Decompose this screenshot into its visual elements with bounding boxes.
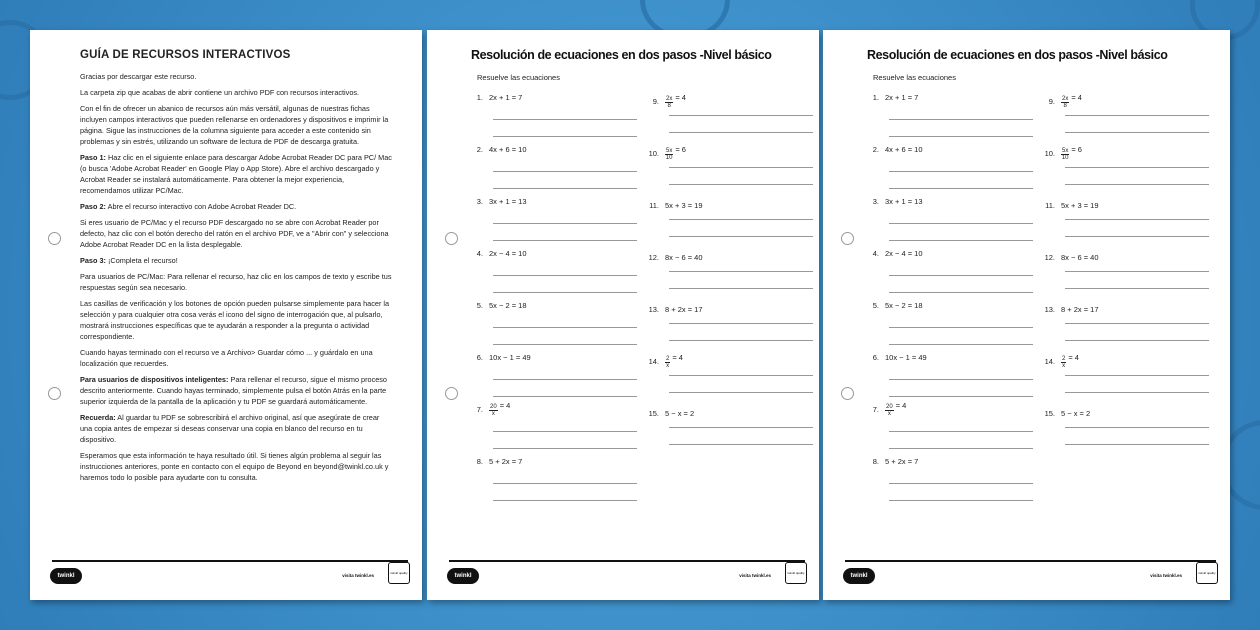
equation-text: = 4 xyxy=(1071,93,1082,102)
equation-text: 5 − x = 2 xyxy=(1061,408,1091,418)
equation-text: = 6 xyxy=(1071,145,1082,154)
guide-paragraph-text: Cuando hayas terminado con el recurso ve a Archivo> Guardar cómo ... y guárdalo en una localización que recuerdes. xyxy=(80,348,373,368)
guide-paragraph-text: Gracias por descargar este recurso. xyxy=(80,72,197,81)
fraction xyxy=(1061,356,1066,369)
answer-line[interactable] xyxy=(669,340,813,341)
answer-line[interactable] xyxy=(1065,340,1209,341)
equation xyxy=(489,401,510,417)
answer-line[interactable] xyxy=(493,396,637,397)
guide-paragraph-text: Esperamos que esta información te haya resultado útil. Si tienes algún problema al seguir las instrucciones anteriores, ponte en contacto con el equipo de Beyond en beyond@twinkl.co.uk y haremos todo lo posible para ayudarte con tu consulta. xyxy=(80,451,389,482)
equation xyxy=(1061,145,1082,161)
answer-line[interactable] xyxy=(1065,392,1209,393)
equation xyxy=(1061,201,1099,210)
answer-line[interactable] xyxy=(493,327,637,328)
question-number: 14. xyxy=(648,356,659,366)
answer-line[interactable] xyxy=(1065,184,1209,185)
worksheet-page xyxy=(427,30,819,600)
equation xyxy=(489,249,527,258)
answer-line[interactable] xyxy=(669,132,813,133)
question-number: 2. xyxy=(476,144,483,154)
guide-paragraph-text: Para rellenar el recurso, sigue el mismo proceso descrito anteriormente. Cuando hayas terminado, simplemente pulsa el botón Atrás en la parte superior izquierda de la pantalla de la aplicación y tu PDF se guardará automáticamente. xyxy=(80,375,387,406)
answer-line[interactable] xyxy=(1065,375,1209,376)
equation-text: = 4 xyxy=(895,401,907,410)
answer-line[interactable] xyxy=(669,392,813,393)
guide-paragraph xyxy=(80,217,392,250)
answer-line[interactable] xyxy=(493,171,637,172)
denominator: x xyxy=(491,411,495,417)
question xyxy=(863,194,923,208)
fraction xyxy=(885,404,894,417)
guide-paragraph xyxy=(80,298,392,342)
numerator: 20 xyxy=(490,404,497,410)
guide-paragraph-text: Con el fin de ofrecer un abanico de recursos aún más versátil, algunas de nuestras fichas incluyen campos interactivos que pueden rellenarse en ordenadores y dispositivos e imprimir la página. Sigue las instrucciones de la columna siguiente para acceder a este contenido sin problemas y sin estrés, utilizando un software de lectura de PDF de descarga gratuita. xyxy=(80,104,389,146)
question-number: 15. xyxy=(1044,408,1055,418)
question-number: 15. xyxy=(648,408,659,418)
equation-text: = 4 xyxy=(1068,353,1079,362)
equation xyxy=(1061,305,1099,314)
answer-line[interactable] xyxy=(889,379,1033,380)
equation-text: 8 + 2x = 17 xyxy=(665,304,703,314)
worksheet-title: Resolución de ecuaciones en dos pasos -Nivel básico xyxy=(867,48,1168,62)
guide-paragraph-text: Haz clic en el siguiente enlace para descargar Adobe Acrobat Reader DC para PC/ Mac (o busca 'Adobe Acrobat Reader' en Google Play o App Store). Abre el archivo descargado y Acrobat Reader se instalará automáticamente. Para obtener la mejor experiencia, recomendamos utilizar PC/Mac. xyxy=(80,153,392,195)
answer-line[interactable] xyxy=(1065,444,1209,445)
equation xyxy=(489,93,522,102)
answer-line[interactable] xyxy=(1065,427,1209,428)
equation-text: 5x − 2 = 18 xyxy=(489,300,527,310)
question xyxy=(1039,146,1082,160)
answer-line[interactable] xyxy=(889,448,1033,449)
answer-line[interactable] xyxy=(889,275,1033,276)
fraction xyxy=(665,356,670,369)
answer-line[interactable] xyxy=(669,219,813,220)
equation-text: 4x + 6 = 10 xyxy=(885,144,923,154)
guide-paragraph-label: Recuerda: xyxy=(80,413,116,422)
question xyxy=(863,142,923,156)
worksheet-instructions: Resuelve las ecuaciones xyxy=(477,73,560,82)
equation xyxy=(665,93,686,109)
equation xyxy=(489,301,527,310)
answer-line[interactable] xyxy=(669,375,813,376)
equation xyxy=(665,409,694,418)
question xyxy=(643,406,694,420)
answer-line[interactable] xyxy=(493,500,637,501)
denominator: x xyxy=(1062,363,1066,369)
guide-paragraph xyxy=(80,103,392,147)
equation-text: = 6 xyxy=(675,145,686,154)
answer-line[interactable] xyxy=(889,240,1033,241)
equation xyxy=(885,301,923,310)
question-number: 10. xyxy=(1044,148,1055,158)
guide-content xyxy=(30,30,422,483)
question xyxy=(467,90,522,104)
guide-paragraph xyxy=(80,412,392,445)
answer-line[interactable] xyxy=(669,115,813,116)
footer-site-link[interactable]: visita twinkl.es xyxy=(1150,573,1182,578)
guide-paragraph xyxy=(80,450,392,483)
question xyxy=(1039,302,1099,316)
guide-title: GUÍA DE RECURSOS INTERACTIVOS xyxy=(80,49,291,61)
answer-line[interactable] xyxy=(493,483,637,484)
question-number: 4. xyxy=(476,248,483,258)
question xyxy=(863,298,923,312)
question-number: 8. xyxy=(476,456,483,466)
answer-line[interactable] xyxy=(669,427,813,428)
answer-line[interactable] xyxy=(493,292,637,293)
equation xyxy=(1061,253,1099,262)
answer-line[interactable] xyxy=(1065,271,1209,272)
equation xyxy=(665,201,703,210)
question xyxy=(863,90,918,104)
quality-badge-icon: twinkl quality xyxy=(388,562,410,584)
numerator: 20 xyxy=(886,404,893,410)
guide-paragraph xyxy=(80,71,392,82)
question-number: 6. xyxy=(872,352,879,362)
numerator: 2x xyxy=(666,96,673,102)
equation xyxy=(489,197,527,206)
guide-paragraph-text: Las casillas de verificación y los botones de opción pueden pulsarse simplemente para hacer la selección y para cualquier otra cosa verás el icono del signo de interrogación que, al pulsarlo, mostrará instrucciones específicas que te ayudarán a responder a la pregunta o actividad correspondiente. xyxy=(80,299,390,341)
answer-line[interactable] xyxy=(889,344,1033,345)
equation xyxy=(665,145,686,161)
equation-text: 3x + 1 = 13 xyxy=(489,196,527,206)
answer-line[interactable] xyxy=(669,288,813,289)
denominator: x xyxy=(666,363,670,369)
answer-line[interactable] xyxy=(1065,236,1209,237)
question xyxy=(467,454,522,468)
equation-text: 3x + 1 = 13 xyxy=(885,196,923,206)
twinkl-logo: twinkl xyxy=(50,568,82,584)
equation-text: 5 + 2x = 7 xyxy=(885,456,919,466)
question-number: 8. xyxy=(872,456,879,466)
answer-line[interactable] xyxy=(493,188,637,189)
worksheet-page xyxy=(823,30,1230,600)
footer-site-link[interactable]: visita twinkl.es xyxy=(342,573,374,578)
question xyxy=(643,354,683,368)
twinkl-logo: twinkl xyxy=(447,568,479,584)
answer-line[interactable] xyxy=(1065,167,1209,168)
equation xyxy=(1061,93,1082,109)
equation xyxy=(885,353,927,362)
answer-line[interactable] xyxy=(493,119,637,120)
question-number: 13. xyxy=(1044,304,1055,314)
question xyxy=(1039,94,1082,108)
footer-divider xyxy=(449,560,805,562)
equation xyxy=(489,145,527,154)
punch-hole xyxy=(48,232,61,245)
equation xyxy=(1061,409,1090,418)
quality-badge-icon: twinkl quality xyxy=(1196,562,1218,584)
fraction xyxy=(1061,148,1069,161)
question xyxy=(1039,250,1099,264)
question-number: 12. xyxy=(648,252,659,262)
fraction xyxy=(489,404,498,417)
equation-text: 2x − 4 = 10 xyxy=(885,248,923,258)
equation-text: = 4 xyxy=(675,93,686,102)
guide-paragraph xyxy=(80,347,392,369)
fraction xyxy=(1061,96,1069,109)
equation-text: 10x − 1 = 49 xyxy=(885,352,927,362)
fraction xyxy=(665,148,673,161)
answer-line[interactable] xyxy=(1065,323,1209,324)
equation xyxy=(885,249,923,258)
question xyxy=(643,198,703,212)
worksheet-instructions: Resuelve las ecuaciones xyxy=(873,73,956,82)
question xyxy=(467,350,531,364)
equation-text: 5x + 3 = 19 xyxy=(1061,200,1099,210)
denominator: 8 xyxy=(667,103,671,109)
guide-paragraph-label: Paso 2: xyxy=(80,202,106,211)
equation xyxy=(665,253,703,262)
equation xyxy=(885,145,923,154)
question xyxy=(467,194,527,208)
question xyxy=(863,454,918,468)
question-number: 5. xyxy=(872,300,879,310)
question-number: 9. xyxy=(1048,96,1055,106)
answer-line[interactable] xyxy=(669,444,813,445)
answer-line[interactable] xyxy=(493,344,637,345)
equation xyxy=(665,353,683,369)
guide-paragraph-text: La carpeta zip que acabas de abrir contiene un archivo PDF con recursos interactivos. xyxy=(80,88,360,97)
numerator: 5x xyxy=(666,148,673,154)
question xyxy=(1039,198,1099,212)
equation xyxy=(885,197,923,206)
punch-hole xyxy=(841,232,854,245)
denominator: x xyxy=(887,411,891,417)
answer-line[interactable] xyxy=(1065,132,1209,133)
question xyxy=(643,302,703,316)
question xyxy=(1039,354,1079,368)
guide-paragraph xyxy=(80,152,392,196)
question-number: 14. xyxy=(1044,356,1055,366)
equation-text: 4x + 6 = 10 xyxy=(489,144,527,154)
answer-line[interactable] xyxy=(493,379,637,380)
answer-line[interactable] xyxy=(493,448,637,449)
guide-paragraph-label: Paso 1: xyxy=(80,153,106,162)
equation xyxy=(885,401,906,417)
guide-paragraph-text: Abre el recurso interactivo con Adobe Acrobat Reader DC. xyxy=(105,202,297,211)
numerator: 5x xyxy=(1062,148,1069,154)
quality-badge-icon: twinkl quality xyxy=(785,562,807,584)
answer-line[interactable] xyxy=(889,500,1033,501)
question xyxy=(467,298,527,312)
equation-text: = 4 xyxy=(672,353,683,362)
answer-line[interactable] xyxy=(493,136,637,137)
equation xyxy=(885,457,918,466)
guide-paragraph xyxy=(80,374,392,407)
question xyxy=(467,402,510,416)
numerator: 2 xyxy=(666,356,670,362)
answer-line[interactable] xyxy=(669,271,813,272)
question-number: 12. xyxy=(1044,252,1055,262)
equation-text: 5 + 2x = 7 xyxy=(489,456,523,466)
equation-text: 5x − 2 = 18 xyxy=(885,300,923,310)
equation-text: 2x + 1 = 7 xyxy=(885,92,919,102)
question-number: 1. xyxy=(476,92,483,102)
guide-paragraph xyxy=(80,271,392,293)
guide-paragraph-text: Si eres usuario de PC/Mac y el recurso PDF descargado no se abre con Acrobat Reader por defecto, haz clic con el botón derecho del ratón en el archivo PDF, ve a "Abrir con" y selecciona Adobe Acrobat Reader DC en la lista desplegable. xyxy=(80,218,389,249)
equation-text: 5 − x = 2 xyxy=(665,408,695,418)
equation-text: = 4 xyxy=(499,401,511,410)
answer-line[interactable] xyxy=(889,223,1033,224)
answer-line[interactable] xyxy=(889,188,1033,189)
equation-text: 2x + 1 = 7 xyxy=(489,92,523,102)
question xyxy=(467,142,527,156)
guide-paragraph xyxy=(80,255,392,266)
equation-text: 10x − 1 = 49 xyxy=(489,352,531,362)
equation-text: 2x − 4 = 10 xyxy=(489,248,527,258)
question-number: 4. xyxy=(872,248,879,258)
punch-hole xyxy=(445,387,458,400)
answer-line[interactable] xyxy=(493,275,637,276)
answer-line[interactable] xyxy=(1065,219,1209,220)
denominator: 8 xyxy=(1063,103,1067,109)
question-number: 10. xyxy=(648,148,659,158)
answer-line[interactable] xyxy=(1065,115,1209,116)
question xyxy=(863,350,927,364)
question-number: 11. xyxy=(1045,200,1055,210)
question xyxy=(1039,406,1090,420)
punch-hole xyxy=(445,232,458,245)
equation-text: 8 + 2x = 17 xyxy=(1061,304,1099,314)
answer-line[interactable] xyxy=(889,483,1033,484)
answer-line[interactable] xyxy=(669,323,813,324)
answer-line[interactable] xyxy=(889,171,1033,172)
footer-site-link[interactable]: visita twinkl.es xyxy=(739,573,771,578)
equation xyxy=(489,457,522,466)
question xyxy=(643,94,686,108)
denominator: 10 xyxy=(1061,155,1069,161)
worksheet-title: Resolución de ecuaciones en dos pasos -Nivel básico xyxy=(471,48,772,62)
answer-line[interactable] xyxy=(889,396,1033,397)
guide-paragraph xyxy=(80,201,392,212)
answer-line[interactable] xyxy=(889,431,1033,432)
question xyxy=(467,246,527,260)
footer-divider xyxy=(845,560,1216,562)
answer-line[interactable] xyxy=(493,223,637,224)
answer-line[interactable] xyxy=(669,167,813,168)
guide-paragraph-text: Al guardar tu PDF se sobrescribirá el archivo original, así que asegúrate de crear una copia antes de empezar si deseas conservar una copia en blanco del recurso en tu dispositivo. xyxy=(80,413,380,444)
answer-line[interactable] xyxy=(493,431,637,432)
guide-paragraph-label: Para usuarios de dispositivos inteligentes: xyxy=(80,375,229,384)
answer-line[interactable] xyxy=(889,119,1033,120)
answer-line[interactable] xyxy=(889,136,1033,137)
equation xyxy=(489,353,531,362)
question-number: 7. xyxy=(476,404,483,414)
guide-paragraph-label: Paso 3: xyxy=(80,256,106,265)
question xyxy=(643,146,686,160)
footer-divider xyxy=(52,560,408,562)
denominator: 10 xyxy=(665,155,673,161)
answer-line[interactable] xyxy=(889,327,1033,328)
answer-line[interactable] xyxy=(669,184,813,185)
question-number: 11. xyxy=(649,200,659,210)
equation xyxy=(1061,353,1079,369)
answer-line[interactable] xyxy=(493,240,637,241)
question xyxy=(643,250,703,264)
question-number: 13. xyxy=(648,304,659,314)
question-number: 2. xyxy=(872,144,879,154)
guide-paragraph-text: Para usuarios de PC/Mac: Para rellenar el recurso, haz clic en los campos de texto y escribe tus respuestas según sea necesario. xyxy=(80,272,392,292)
answer-line[interactable] xyxy=(669,236,813,237)
numerator: 2x xyxy=(1062,96,1069,102)
question-number: 9. xyxy=(652,96,659,106)
guide-page xyxy=(30,30,422,600)
question-number: 1. xyxy=(872,92,879,102)
question-number: 3. xyxy=(872,196,879,206)
punch-hole xyxy=(841,387,854,400)
answer-line[interactable] xyxy=(1065,288,1209,289)
answer-line[interactable] xyxy=(889,292,1033,293)
guide-paragraph-text: ¡Completa el recurso! xyxy=(105,256,178,265)
fraction xyxy=(665,96,673,109)
question xyxy=(863,246,923,260)
guide-paragraph xyxy=(80,87,392,98)
twinkl-logo: twinkl xyxy=(843,568,875,584)
question-number: 6. xyxy=(476,352,483,362)
question-number: 7. xyxy=(872,404,879,414)
question xyxy=(863,402,906,416)
equation-text: 5x + 3 = 19 xyxy=(665,200,703,210)
punch-hole xyxy=(48,387,61,400)
equation-text: 8x − 6 = 40 xyxy=(1061,252,1099,262)
question-number: 5. xyxy=(476,300,483,310)
equation xyxy=(885,93,918,102)
question-number: 3. xyxy=(476,196,483,206)
numerator: 2 xyxy=(1062,356,1066,362)
equation-text: 8x − 6 = 40 xyxy=(665,252,703,262)
equation xyxy=(665,305,703,314)
